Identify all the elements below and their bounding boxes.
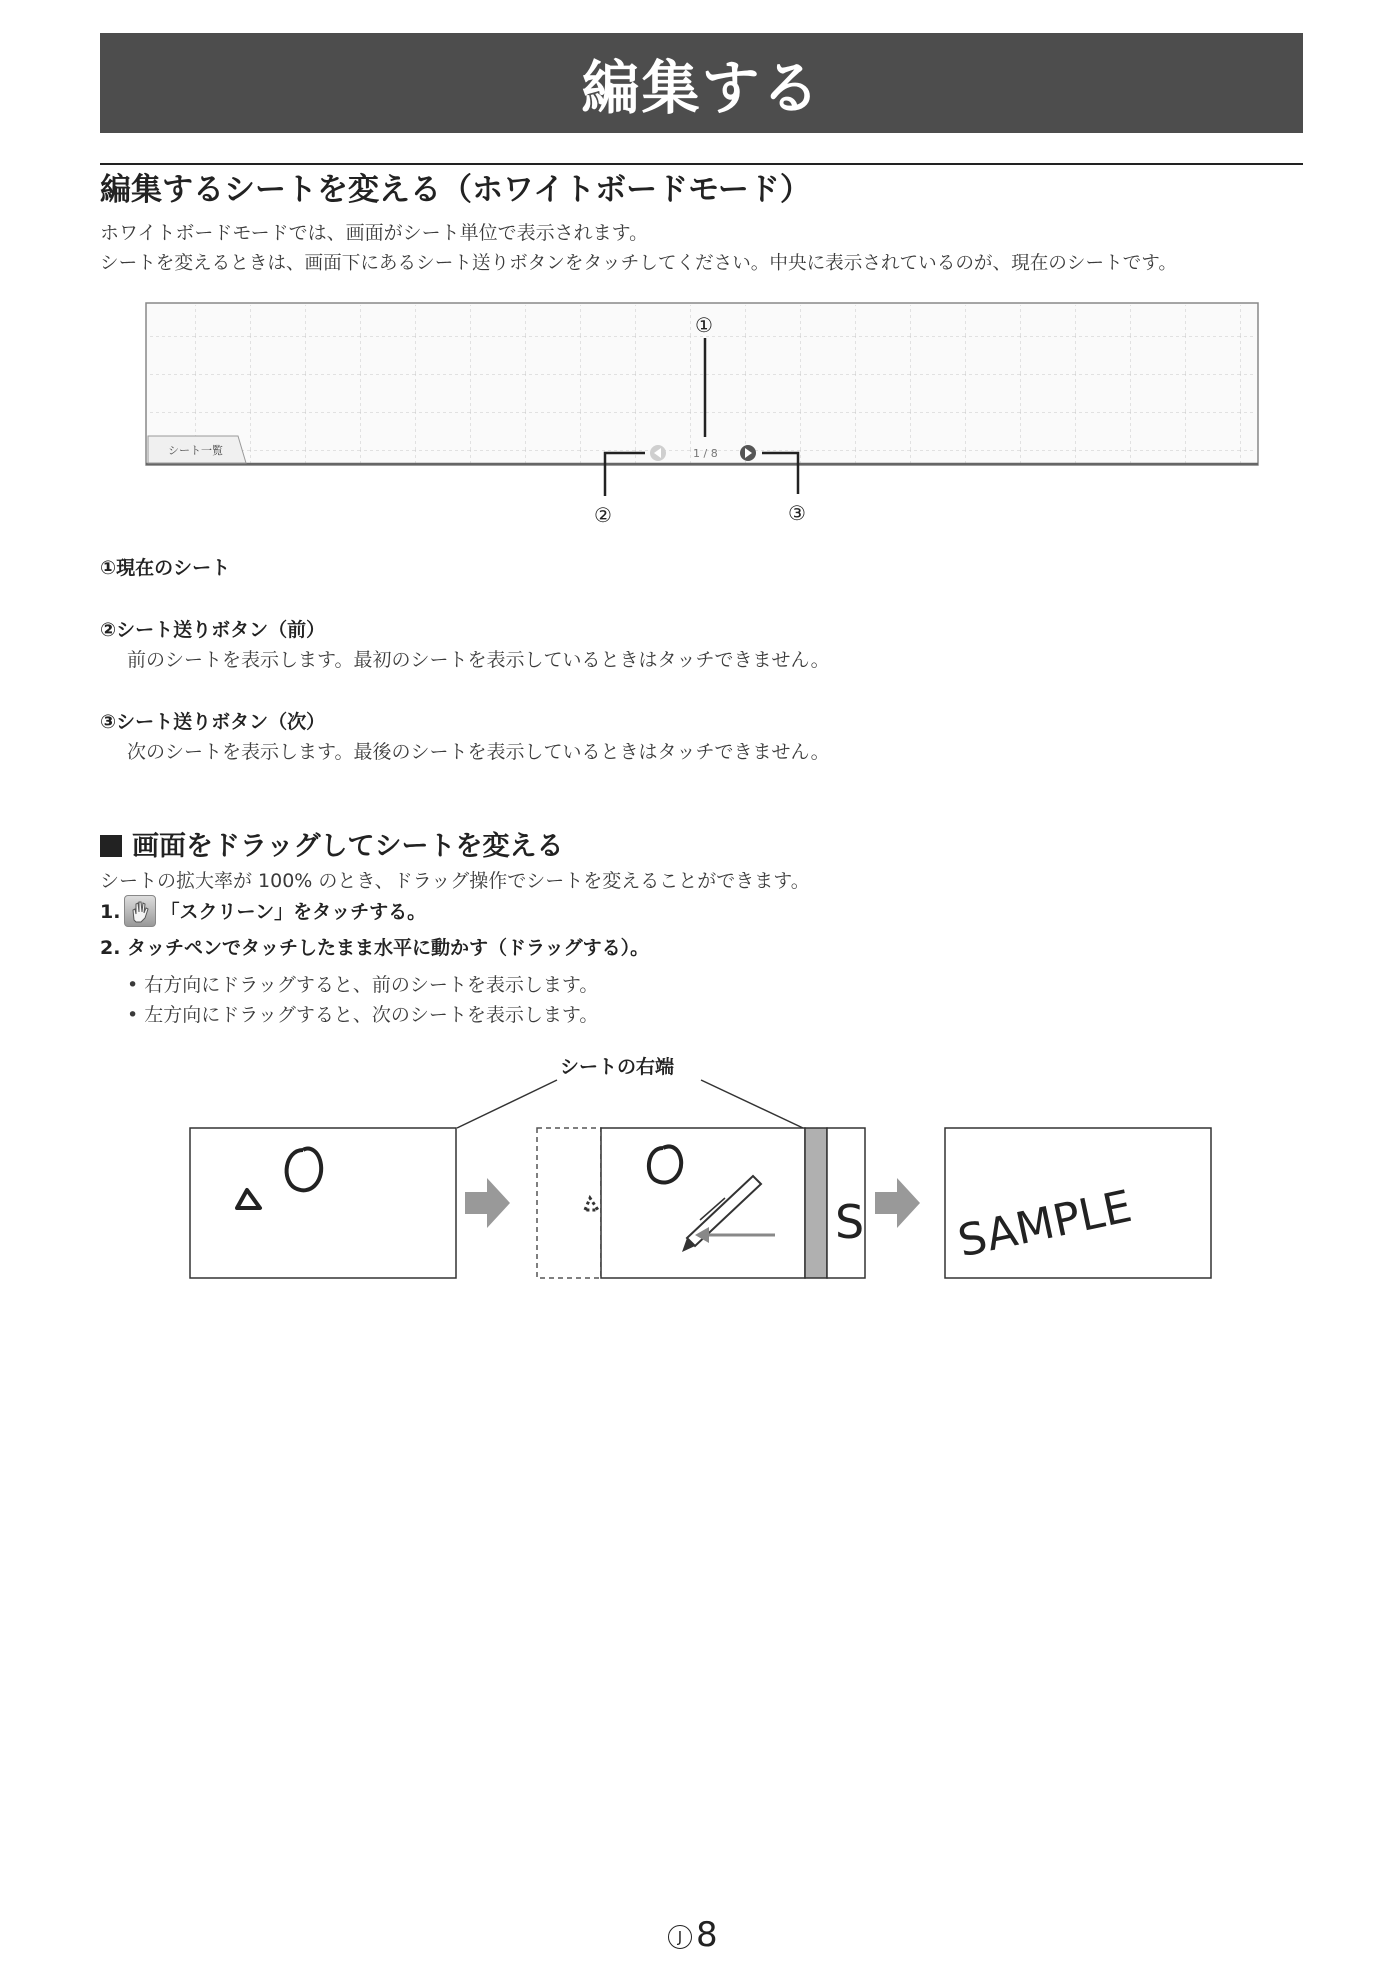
next-sheet-letter: S bbox=[835, 1195, 865, 1249]
callout-2: ② bbox=[594, 503, 612, 527]
legend-desc-3: 次のシートを表示します。最後のシートを表示しているときはタッチできません。 bbox=[127, 741, 830, 763]
bullet-2: • 左方向にドラッグすると、次のシートを表示します。 bbox=[127, 1004, 599, 1026]
section-title: 編集するシートを変える（ホワイトボードモード） bbox=[100, 172, 811, 208]
square-bullet-icon bbox=[100, 835, 122, 857]
intro-line-1: ホワイトボードモードでは、画面がシート単位で表示されます。 bbox=[100, 222, 649, 244]
page-indicator: 1 / 8 bbox=[693, 447, 718, 460]
legend-label-1: ①現在のシート bbox=[100, 557, 231, 579]
screen-hand-icon bbox=[124, 895, 156, 927]
page-title: 編集する bbox=[100, 33, 1303, 133]
right-edge-label: シートの右端 bbox=[560, 1056, 675, 1078]
legend-label-2: ②シート送りボタン（前） bbox=[100, 619, 326, 641]
sheet-list-tab-label: シート一覧 bbox=[168, 444, 223, 457]
sheet-before bbox=[190, 1128, 456, 1278]
sheet-dragging bbox=[601, 1128, 805, 1278]
drag-section-intro: シートの拡大率が 100% のとき、ドラッグ操作でシートを変えることができます。 bbox=[100, 870, 810, 892]
sample-text: SAMPLE bbox=[953, 1180, 1137, 1268]
page-number: J 8 bbox=[668, 1915, 718, 1955]
arrow-right-icon-2 bbox=[875, 1178, 920, 1228]
whiteboard-screen-figure bbox=[140, 298, 1270, 538]
callout-1: ① bbox=[695, 313, 713, 337]
legend-desc-2: 前のシートを表示します。最初のシートを表示しているときはタッチできません。 bbox=[127, 649, 830, 671]
arrow-right-icon bbox=[465, 1178, 510, 1228]
sheet-list-tab[interactable] bbox=[148, 436, 246, 463]
legend-label-3: ③シート送りボタン（次） bbox=[100, 711, 326, 733]
step-1: 1. 「スクリーン」をタッチする。 bbox=[100, 895, 426, 927]
step-2: 2. タッチペンでタッチしたまま水平に動かす（ドラッグする）。 bbox=[100, 937, 650, 959]
intro-line-2: シートを変えるときは、画面下にあるシート送りボタンをタッチしてください。中央に表示されているのが、現在のシートです。 bbox=[100, 253, 1177, 274]
drag-section-heading: 画面をドラッグしてシートを変える bbox=[100, 824, 563, 863]
callout-3: ③ bbox=[788, 501, 806, 525]
bullet-1: • 右方向にドラッグすると、前のシートを表示します。 bbox=[127, 974, 599, 996]
page-letter-badge: J bbox=[668, 1925, 692, 1949]
drag-illustration bbox=[185, 1070, 1225, 1280]
